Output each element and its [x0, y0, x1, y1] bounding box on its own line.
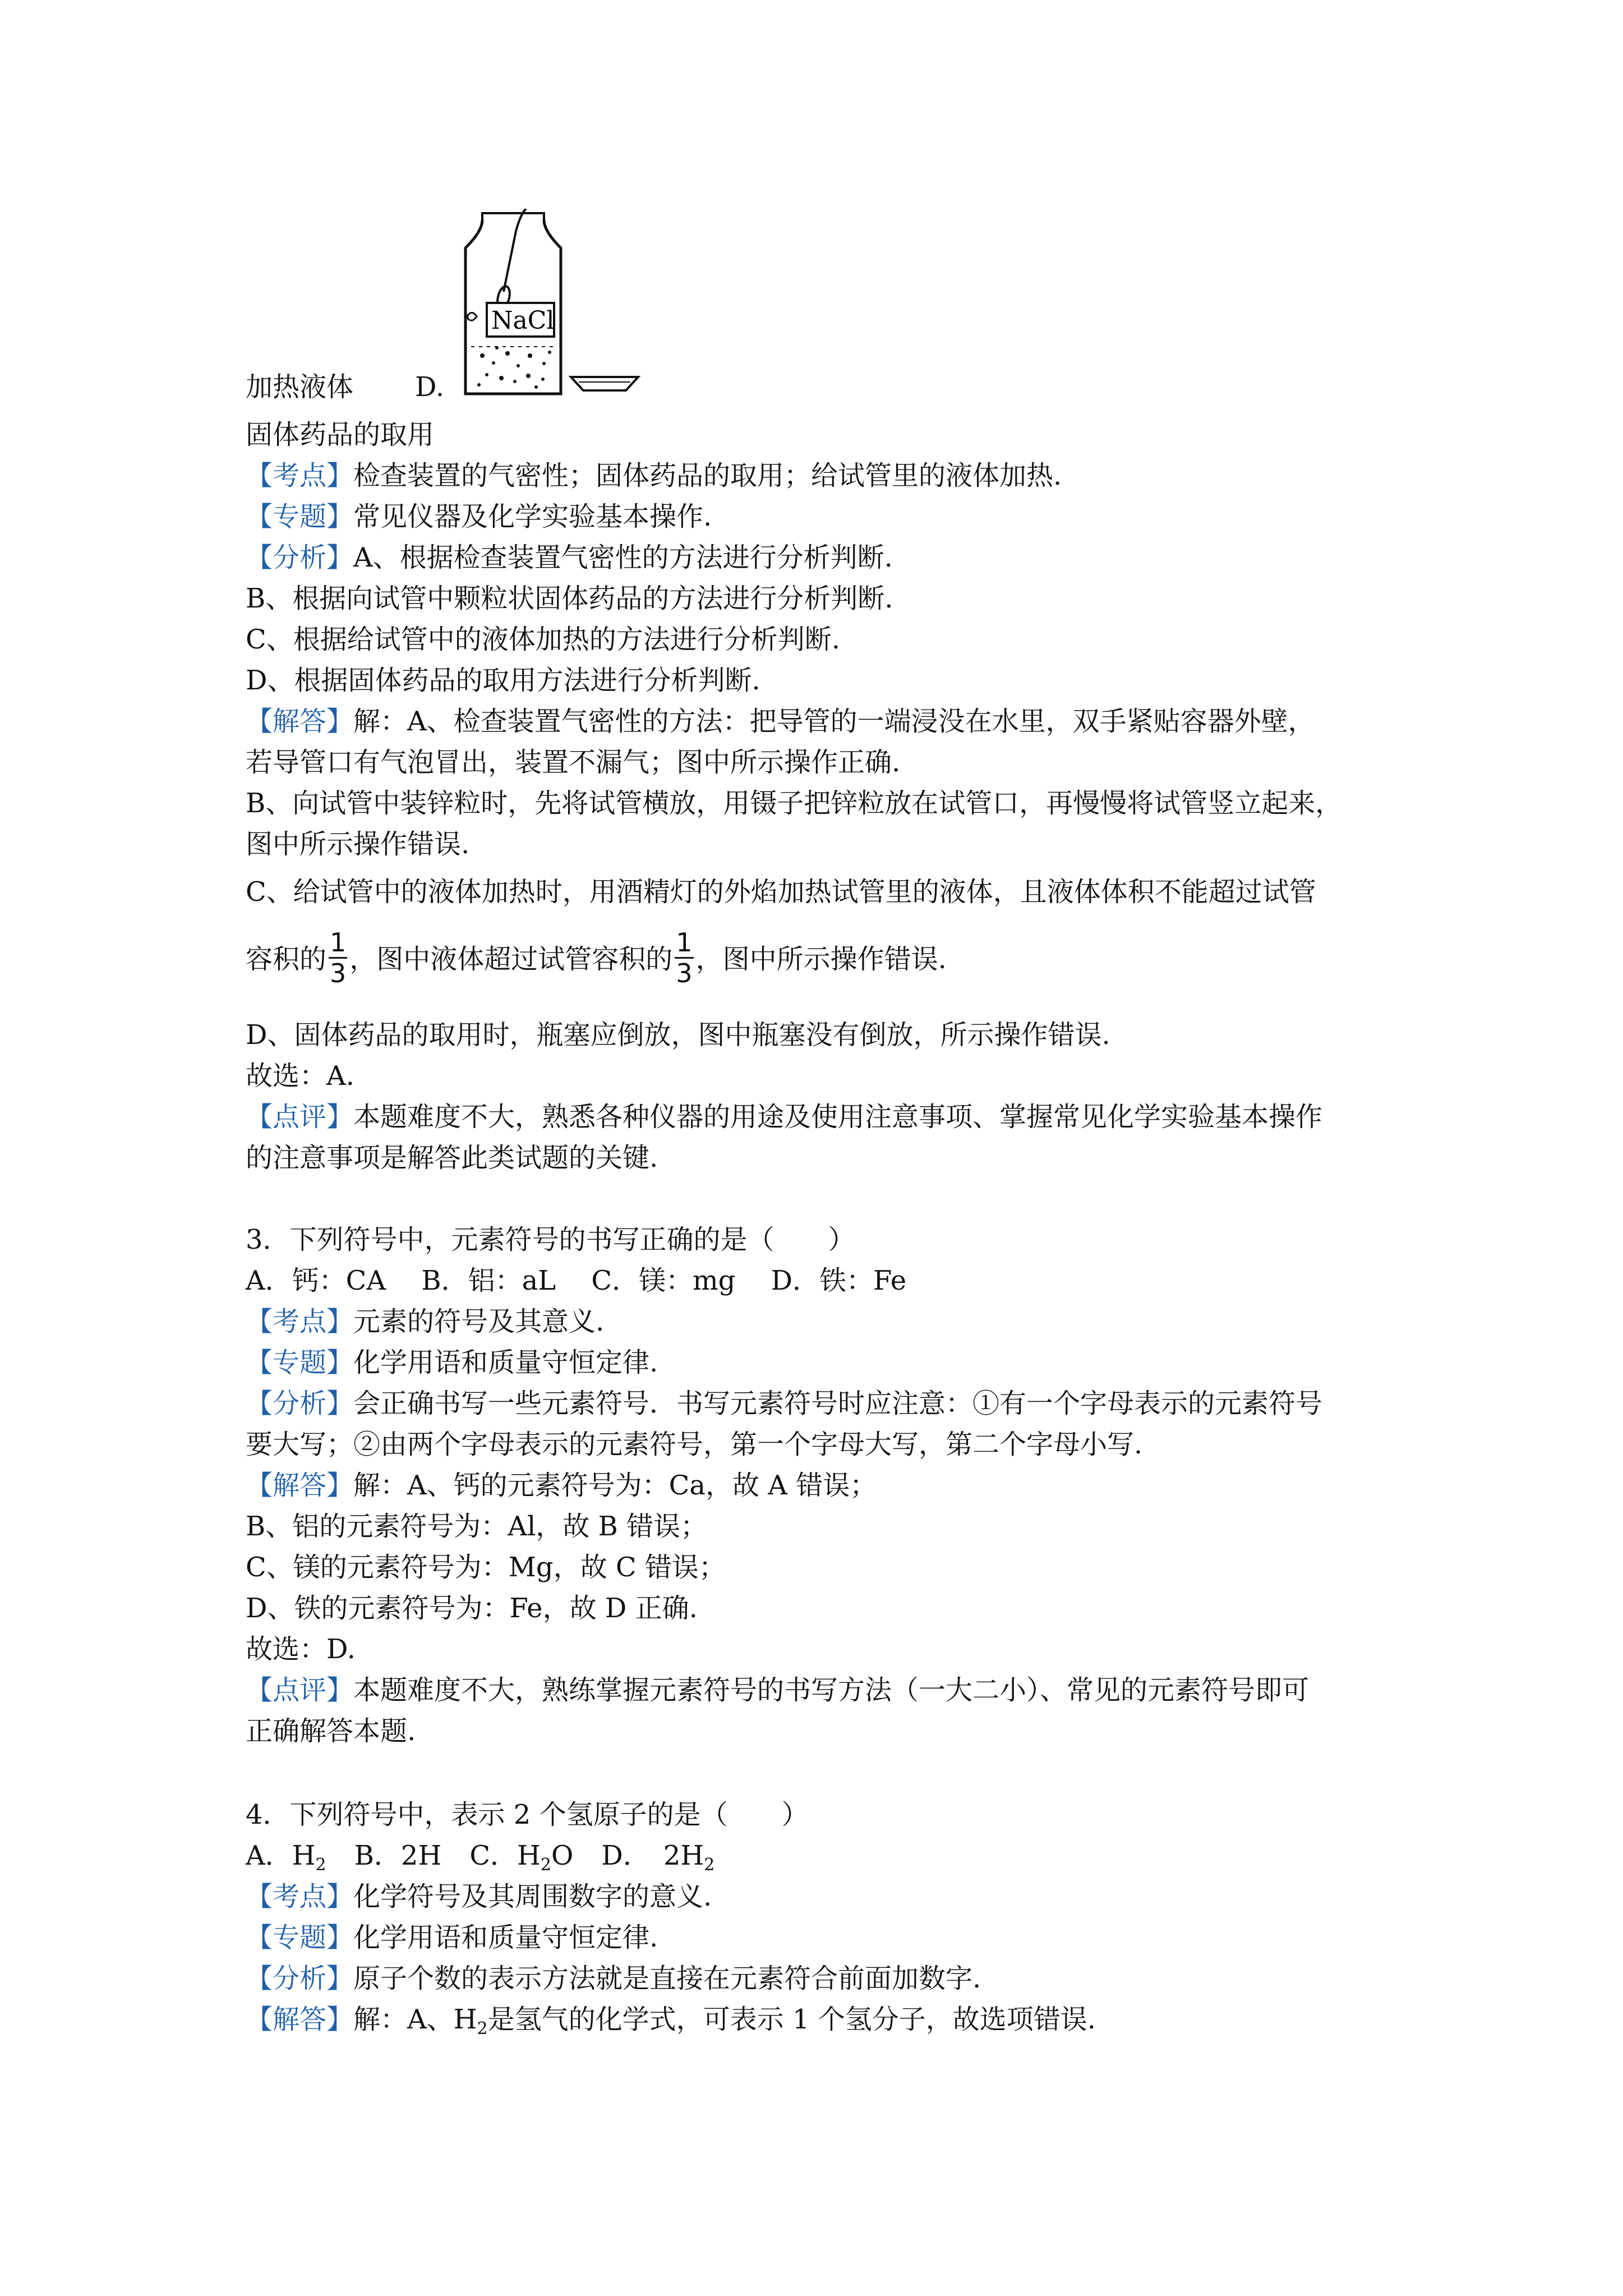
zhuanti-tag: 【专题】: [246, 501, 354, 532]
jieda-a: 解：A、钙的元素符号为：Ca，故 A 错误；: [353, 1470, 877, 1501]
frac-den-2: 3: [676, 958, 693, 988]
q4-kaodian: [246, 1880, 712, 1913]
jieda-a-sub: 2: [477, 2019, 488, 2039]
q3-jieda-d: D、铁的元素符号为：Fe，故 D 正确.: [246, 1593, 698, 1624]
kaodian-text: 化学符号及其周围数字的意义.: [353, 1881, 712, 1912]
zhuanti-text: 常见仪器及化学实验基本操作.: [353, 501, 712, 532]
q3-jieda: [246, 1469, 877, 1502]
dianping-tag: 【点评】: [246, 1674, 354, 1706]
q2-jieda-d: D、固体药品的取用时，瓶塞应倒放，图中瓶塞没有倒放，所示操作错误.: [246, 1019, 1110, 1051]
q2-jieda-b2: 图中所示操作错误.: [246, 829, 470, 860]
q4-opt-a-sub: 2: [315, 1855, 326, 1875]
jieda-c2-a: 容积的: [246, 944, 327, 975]
fenxi-a: A、根据检查装置气密性的方法进行分析判断.: [353, 542, 893, 573]
frac-num: 1: [330, 927, 347, 958]
jieda-tag: 【解答】: [246, 1470, 354, 1501]
q2-jieda: [246, 705, 1315, 738]
q2-fenxi-c: C、根据给试管中的液体加热的方法进行分析判断.: [246, 624, 840, 655]
q2-dianping-2: 的注意事项是解答此类试题的关键.: [246, 1142, 658, 1174]
kaodian-tag: 【考点】: [246, 1306, 354, 1337]
q4-stem: 4．下列符号中，表示 2 个氢原子的是（ ）: [246, 1799, 809, 1830]
frac-num-2: 1: [676, 927, 693, 958]
q3-fenxi: [246, 1387, 1322, 1420]
q2-fenxi-b: B、根据向试管中颗粒状固体药品的方法进行分析判断.: [246, 583, 893, 614]
kaodian-text: 检查装置的气密性；固体药品的取用；给试管里的液体加热.: [353, 460, 1062, 491]
q4-opt-c-sub: 2: [540, 1855, 551, 1875]
q3-jieda-b: B、铝的元素符号为：Al，故 B 错误；: [246, 1511, 708, 1542]
q3-answer: 故选：D.: [246, 1634, 356, 1665]
frac-den: 3: [330, 958, 347, 988]
jieda-a1: 解：A、检查装置气密性的方法：把导管的一端浸没在水里，双手紧贴容器外壁，: [353, 706, 1315, 737]
fraction-one-third: [329, 928, 347, 988]
jieda-c2-b: ，图中液体超过试管容积的: [349, 944, 673, 975]
q2-dianping: [246, 1100, 1322, 1134]
fenxi-tag: 【分析】: [246, 1388, 354, 1419]
q4-fenxi: [246, 1962, 981, 1995]
dianping-1: 本题难度不大，熟练掌握元素符号的书写方法（一大二小）、常见的元素符号即可: [353, 1674, 1310, 1706]
q3-dianping: [246, 1673, 1309, 1707]
q3-zhuanti: [246, 1346, 658, 1379]
q2-jieda-b1: B、向试管中装锌粒时，先将试管横放，用镊子把锌粒放在试管口，再慢慢将试管竖立起来，: [246, 788, 1343, 819]
nacl-bottle-figure: [460, 209, 645, 397]
fenxi-tag: 【分析】: [246, 1963, 354, 1994]
q4-options: [246, 1839, 715, 1875]
option-c-text: 加热液体: [246, 371, 354, 403]
q3-kaodian: [246, 1305, 604, 1338]
option-c-line: [246, 370, 444, 404]
q2-jieda-c1: C、给试管中的液体加热时，用酒精灯的外焰加热试管里的液体，且液体体积不能超过试管: [246, 876, 1316, 908]
bottle-label: NaCl: [491, 306, 555, 335]
zhuanti-text: 化学用语和质量守恒定律.: [353, 1347, 658, 1378]
option-d-letter: D.: [415, 371, 445, 403]
fenxi-text: 原子个数的表示方法就是直接在元素符合前面加数字.: [353, 1963, 981, 1994]
q4-opt-c-tail: O: [551, 1840, 574, 1871]
option-d-text: 固体药品的取用: [246, 419, 435, 450]
q4-opt-a: A．H: [246, 1840, 316, 1871]
jieda-c2-c: ，图中所示操作错误.: [695, 944, 947, 975]
jieda-tag: 【解答】: [246, 706, 354, 737]
q4-opt-c: C．H: [469, 1840, 541, 1871]
q3-dianping-2: 正确解答本题.: [246, 1715, 416, 1747]
q4-opt-d-sub: 2: [704, 1855, 715, 1875]
dianping-1: 本题难度不大，熟悉各种仪器的用途及使用注意事项、掌握常见化学实验基本操作: [353, 1101, 1323, 1133]
fenxi-tag: 【分析】: [246, 542, 354, 573]
q3-fenxi-2: 要大写；②由两个字母表示的元素符号，第一个字母大写，第二个字母小写.: [246, 1429, 1143, 1460]
zhuanti-tag: 【专题】: [246, 1347, 354, 1378]
q4-opt-d: D． 2H: [601, 1840, 704, 1871]
q3-jieda-c: C、镁的元素符号为：Mg，故 C 错误；: [246, 1552, 726, 1583]
zhuanti-text: 化学用语和质量守恒定律.: [353, 1922, 658, 1953]
q3-options: A．钙：CA B．铝：aL C．镁：mg D．铁：Fe: [246, 1265, 907, 1296]
zhuanti-tag: 【专题】: [246, 1922, 354, 1953]
q3-stem: 3．下列符号中，元素符号的书写正确的是（ ）: [246, 1224, 855, 1255]
fraction-one-third-2: [675, 928, 693, 988]
kaodian-tag: 【考点】: [246, 1881, 354, 1912]
q4-jieda: [246, 2003, 1096, 2039]
q2-jieda-c2: [246, 927, 947, 991]
q2-answer: 故选：A.: [246, 1060, 354, 1092]
jieda-tag: 【解答】: [246, 2004, 354, 2035]
dianping-tag: 【点评】: [246, 1101, 354, 1133]
q4-zhuanti: [246, 1921, 658, 1954]
kaodian-tag: 【考点】: [246, 460, 354, 491]
kaodian-text: 元素的符号及其意义.: [353, 1306, 605, 1337]
q2-fenxi-d: D、根据固体药品的取用方法进行分析判断.: [246, 665, 760, 696]
q4-opt-b: B．2H: [354, 1840, 442, 1871]
q2-kaodian: [246, 459, 1062, 493]
q2-zhuanti: [246, 500, 712, 533]
jieda-a-pre: 解：A、H: [353, 2004, 477, 2035]
q2-jieda-a2: 若导管口有气泡冒出，装置不漏气；图中所示操作正确.: [246, 747, 901, 778]
jieda-a-post: 是氢气的化学式，可表示 1 个氢分子，故选项错误.: [487, 2004, 1096, 2035]
q2-fenxi: [246, 541, 893, 574]
fenxi-1: 会正确书写一些元素符号．书写元素符号时应注意：①有一个字母表示的元素符号: [353, 1388, 1323, 1419]
